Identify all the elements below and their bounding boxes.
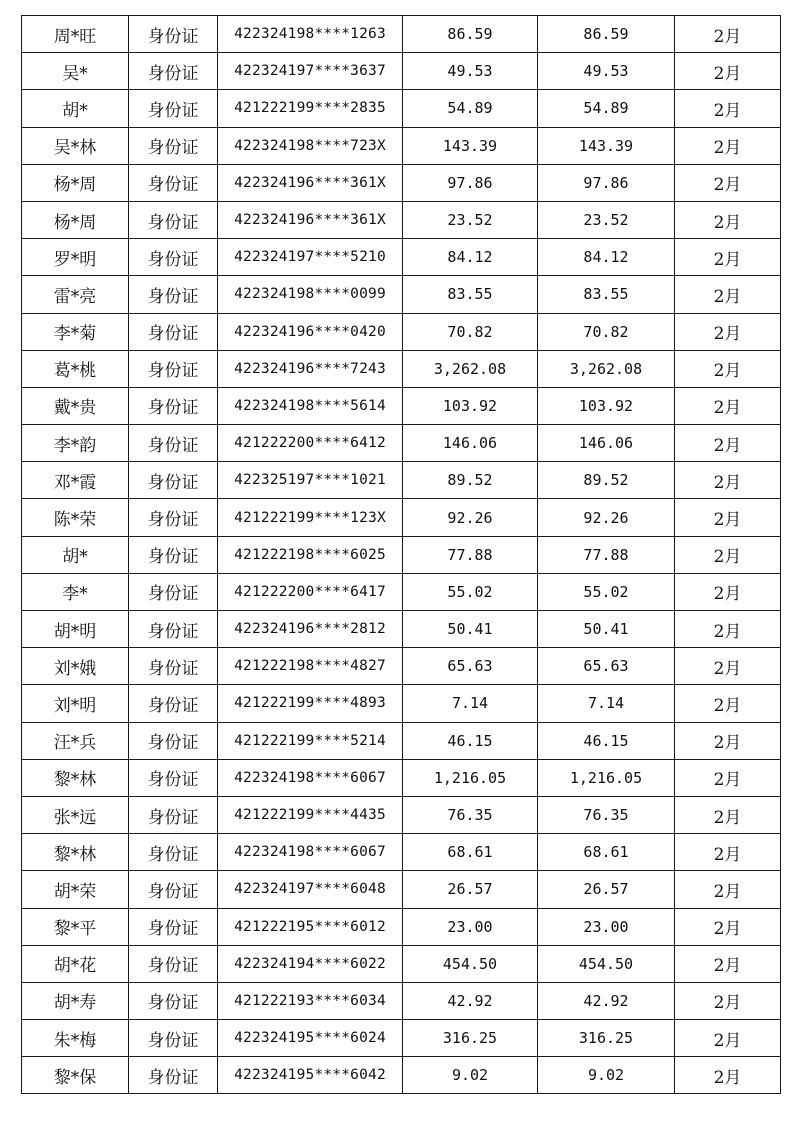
amount-cell: 92.26 <box>403 499 538 536</box>
month-cell: 2月 <box>675 239 781 276</box>
id-number-cell: 421222199****5214 <box>218 722 403 759</box>
id-type-cell: 身份证 <box>129 425 218 462</box>
name-cell: 杨*周 <box>22 164 129 201</box>
paid-amount-cell: 3,262.08 <box>538 350 675 387</box>
id-number-cell: 421222195****6012 <box>218 908 403 945</box>
id-type-cell: 身份证 <box>129 1020 218 1057</box>
id-type-cell: 身份证 <box>129 201 218 238</box>
id-type-cell: 身份证 <box>129 90 218 127</box>
month-cell: 2月 <box>675 164 781 201</box>
paid-amount-cell: 76.35 <box>538 796 675 833</box>
table-row <box>22 536 781 573</box>
id-number-cell: 422324196****361X <box>218 201 403 238</box>
month-cell: 2月 <box>675 90 781 127</box>
id-number-cell: 422325197****1021 <box>218 462 403 499</box>
name-cell: 胡* <box>22 536 129 573</box>
table-row <box>22 1020 781 1057</box>
table-row <box>22 53 781 90</box>
paid-amount-cell: 97.86 <box>538 164 675 201</box>
month-cell: 2月 <box>675 722 781 759</box>
month-cell: 2月 <box>675 982 781 1019</box>
name-cell: 胡*寿 <box>22 982 129 1019</box>
month-cell: 2月 <box>675 16 781 53</box>
paid-amount-cell: 42.92 <box>538 982 675 1019</box>
month-cell: 2月 <box>675 276 781 313</box>
amount-cell: 89.52 <box>403 462 538 499</box>
month-cell: 2月 <box>675 1057 781 1094</box>
amount-cell: 1,216.05 <box>403 759 538 796</box>
id-number-cell: 422324195****6024 <box>218 1020 403 1057</box>
id-number-cell: 422324195****6042 <box>218 1057 403 1094</box>
id-number-cell: 422324196****7243 <box>218 350 403 387</box>
name-cell: 刘*明 <box>22 685 129 722</box>
payment-table <box>21 15 781 1094</box>
amount-cell: 454.50 <box>403 945 538 982</box>
id-number-cell: 421222198****6025 <box>218 536 403 573</box>
name-cell: 黎*保 <box>22 1057 129 1094</box>
name-cell: 张*远 <box>22 796 129 833</box>
name-cell: 吴*林 <box>22 127 129 164</box>
month-cell: 2月 <box>675 611 781 648</box>
month-cell: 2月 <box>675 759 781 796</box>
amount-cell: 50.41 <box>403 611 538 648</box>
id-number-cell: 422324197****5210 <box>218 239 403 276</box>
paid-amount-cell: 83.55 <box>538 276 675 313</box>
amount-cell: 23.52 <box>403 201 538 238</box>
name-cell: 罗*明 <box>22 239 129 276</box>
paid-amount-cell: 54.89 <box>538 90 675 127</box>
table-row <box>22 611 781 648</box>
id-type-cell: 身份证 <box>129 53 218 90</box>
table-row <box>22 201 781 238</box>
id-type-cell: 身份证 <box>129 127 218 164</box>
id-type-cell: 身份证 <box>129 573 218 610</box>
name-cell: 胡*花 <box>22 945 129 982</box>
paid-amount-cell: 143.39 <box>538 127 675 164</box>
id-number-cell: 422324198****6067 <box>218 834 403 871</box>
paid-amount-cell: 316.25 <box>538 1020 675 1057</box>
id-type-cell: 身份证 <box>129 982 218 1019</box>
amount-cell: 26.57 <box>403 871 538 908</box>
paid-amount-cell: 68.61 <box>538 834 675 871</box>
name-cell: 雷*亮 <box>22 276 129 313</box>
paid-amount-cell: 26.57 <box>538 871 675 908</box>
name-cell: 黎*林 <box>22 834 129 871</box>
id-number-cell: 422324196****0420 <box>218 313 403 350</box>
id-number-cell: 422324196****2812 <box>218 611 403 648</box>
table-row <box>22 871 781 908</box>
amount-cell: 7.14 <box>403 685 538 722</box>
table-row <box>22 834 781 871</box>
id-number-cell: 422324194****6022 <box>218 945 403 982</box>
id-type-cell: 身份证 <box>129 16 218 53</box>
month-cell: 2月 <box>675 945 781 982</box>
id-number-cell: 421222199****123X <box>218 499 403 536</box>
id-number-cell: 422324197****3637 <box>218 53 403 90</box>
paid-amount-cell: 146.06 <box>538 425 675 462</box>
month-cell: 2月 <box>675 685 781 722</box>
id-number-cell: 421222200****6412 <box>218 425 403 462</box>
table-row <box>22 499 781 536</box>
id-number-cell: 421222199****2835 <box>218 90 403 127</box>
name-cell: 周*旺 <box>22 16 129 53</box>
month-cell: 2月 <box>675 350 781 387</box>
name-cell: 葛*桃 <box>22 350 129 387</box>
paid-amount-cell: 92.26 <box>538 499 675 536</box>
id-number-cell: 422324196****361X <box>218 164 403 201</box>
month-cell: 2月 <box>675 499 781 536</box>
paid-amount-cell: 9.02 <box>538 1057 675 1094</box>
name-cell: 陈*荣 <box>22 499 129 536</box>
id-number-cell: 421222199****4435 <box>218 796 403 833</box>
paid-amount-cell: 50.41 <box>538 611 675 648</box>
id-type-cell: 身份证 <box>129 722 218 759</box>
month-cell: 2月 <box>675 53 781 90</box>
amount-cell: 316.25 <box>403 1020 538 1057</box>
id-number-cell: 421222198****4827 <box>218 648 403 685</box>
amount-cell: 3,262.08 <box>403 350 538 387</box>
name-cell: 胡*荣 <box>22 871 129 908</box>
amount-cell: 143.39 <box>403 127 538 164</box>
table-row <box>22 796 781 833</box>
table-row <box>22 239 781 276</box>
amount-cell: 55.02 <box>403 573 538 610</box>
paid-amount-cell: 65.63 <box>538 648 675 685</box>
name-cell: 吴* <box>22 53 129 90</box>
month-cell: 2月 <box>675 425 781 462</box>
id-number-cell: 421222193****6034 <box>218 982 403 1019</box>
name-cell: 朱*梅 <box>22 1020 129 1057</box>
paid-amount-cell: 1,216.05 <box>538 759 675 796</box>
table-row <box>22 685 781 722</box>
month-cell: 2月 <box>675 648 781 685</box>
name-cell: 刘*娥 <box>22 648 129 685</box>
id-type-cell: 身份证 <box>129 908 218 945</box>
paid-amount-cell: 23.00 <box>538 908 675 945</box>
name-cell: 胡*明 <box>22 611 129 648</box>
table-row <box>22 16 781 53</box>
id-type-cell: 身份证 <box>129 1057 218 1094</box>
id-number-cell: 421222199****4893 <box>218 685 403 722</box>
table-row <box>22 276 781 313</box>
month-cell: 2月 <box>675 201 781 238</box>
id-type-cell: 身份证 <box>129 499 218 536</box>
id-number-cell: 422324198****5614 <box>218 387 403 424</box>
id-type-cell: 身份证 <box>129 462 218 499</box>
table-body <box>22 16 781 1094</box>
id-type-cell: 身份证 <box>129 611 218 648</box>
table-row <box>22 164 781 201</box>
amount-cell: 65.63 <box>403 648 538 685</box>
table-row <box>22 759 781 796</box>
month-cell: 2月 <box>675 834 781 871</box>
paid-amount-cell: 23.52 <box>538 201 675 238</box>
paid-amount-cell: 55.02 <box>538 573 675 610</box>
id-type-cell: 身份证 <box>129 648 218 685</box>
name-cell: 黎*平 <box>22 908 129 945</box>
id-type-cell: 身份证 <box>129 685 218 722</box>
paid-amount-cell: 46.15 <box>538 722 675 759</box>
amount-cell: 46.15 <box>403 722 538 759</box>
name-cell: 李*菊 <box>22 313 129 350</box>
name-cell: 邓*霞 <box>22 462 129 499</box>
month-cell: 2月 <box>675 536 781 573</box>
name-cell: 李* <box>22 573 129 610</box>
month-cell: 2月 <box>675 908 781 945</box>
table-row <box>22 982 781 1019</box>
id-type-cell: 身份证 <box>129 945 218 982</box>
amount-cell: 49.53 <box>403 53 538 90</box>
amount-cell: 42.92 <box>403 982 538 1019</box>
table-row <box>22 425 781 462</box>
month-cell: 2月 <box>675 573 781 610</box>
id-type-cell: 身份证 <box>129 387 218 424</box>
amount-cell: 76.35 <box>403 796 538 833</box>
month-cell: 2月 <box>675 796 781 833</box>
amount-cell: 68.61 <box>403 834 538 871</box>
amount-cell: 54.89 <box>403 90 538 127</box>
name-cell: 黎*林 <box>22 759 129 796</box>
id-number-cell: 422324198****6067 <box>218 759 403 796</box>
name-cell: 杨*周 <box>22 201 129 238</box>
paid-amount-cell: 84.12 <box>538 239 675 276</box>
id-type-cell: 身份证 <box>129 313 218 350</box>
table-row <box>22 908 781 945</box>
id-type-cell: 身份证 <box>129 759 218 796</box>
month-cell: 2月 <box>675 462 781 499</box>
amount-cell: 70.82 <box>403 313 538 350</box>
paid-amount-cell: 454.50 <box>538 945 675 982</box>
id-type-cell: 身份证 <box>129 536 218 573</box>
table-row <box>22 722 781 759</box>
paid-amount-cell: 70.82 <box>538 313 675 350</box>
paid-amount-cell: 7.14 <box>538 685 675 722</box>
paid-amount-cell: 49.53 <box>538 53 675 90</box>
amount-cell: 9.02 <box>403 1057 538 1094</box>
month-cell: 2月 <box>675 127 781 164</box>
month-cell: 2月 <box>675 387 781 424</box>
amount-cell: 77.88 <box>403 536 538 573</box>
paid-amount-cell: 86.59 <box>538 16 675 53</box>
amount-cell: 83.55 <box>403 276 538 313</box>
id-number-cell: 422324198****723X <box>218 127 403 164</box>
table-row <box>22 127 781 164</box>
table-row <box>22 462 781 499</box>
amount-cell: 146.06 <box>403 425 538 462</box>
name-cell: 李*韵 <box>22 425 129 462</box>
id-type-cell: 身份证 <box>129 276 218 313</box>
id-number-cell: 421222200****6417 <box>218 573 403 610</box>
table-row <box>22 573 781 610</box>
table-row <box>22 387 781 424</box>
id-number-cell: 422324198****0099 <box>218 276 403 313</box>
table-row <box>22 313 781 350</box>
paid-amount-cell: 89.52 <box>538 462 675 499</box>
amount-cell: 23.00 <box>403 908 538 945</box>
id-type-cell: 身份证 <box>129 239 218 276</box>
amount-cell: 97.86 <box>403 164 538 201</box>
id-type-cell: 身份证 <box>129 350 218 387</box>
id-type-cell: 身份证 <box>129 834 218 871</box>
table-row <box>22 648 781 685</box>
name-cell: 戴*贵 <box>22 387 129 424</box>
month-cell: 2月 <box>675 871 781 908</box>
paid-amount-cell: 77.88 <box>538 536 675 573</box>
id-type-cell: 身份证 <box>129 796 218 833</box>
amount-cell: 86.59 <box>403 16 538 53</box>
table-row <box>22 90 781 127</box>
month-cell: 2月 <box>675 313 781 350</box>
table-row <box>22 350 781 387</box>
table-row <box>22 945 781 982</box>
paid-amount-cell: 103.92 <box>538 387 675 424</box>
month-cell: 2月 <box>675 1020 781 1057</box>
table-row <box>22 1057 781 1094</box>
amount-cell: 84.12 <box>403 239 538 276</box>
id-number-cell: 422324198****1263 <box>218 16 403 53</box>
amount-cell: 103.92 <box>403 387 538 424</box>
id-type-cell: 身份证 <box>129 164 218 201</box>
name-cell: 胡* <box>22 90 129 127</box>
name-cell: 汪*兵 <box>22 722 129 759</box>
id-number-cell: 422324197****6048 <box>218 871 403 908</box>
id-type-cell: 身份证 <box>129 871 218 908</box>
